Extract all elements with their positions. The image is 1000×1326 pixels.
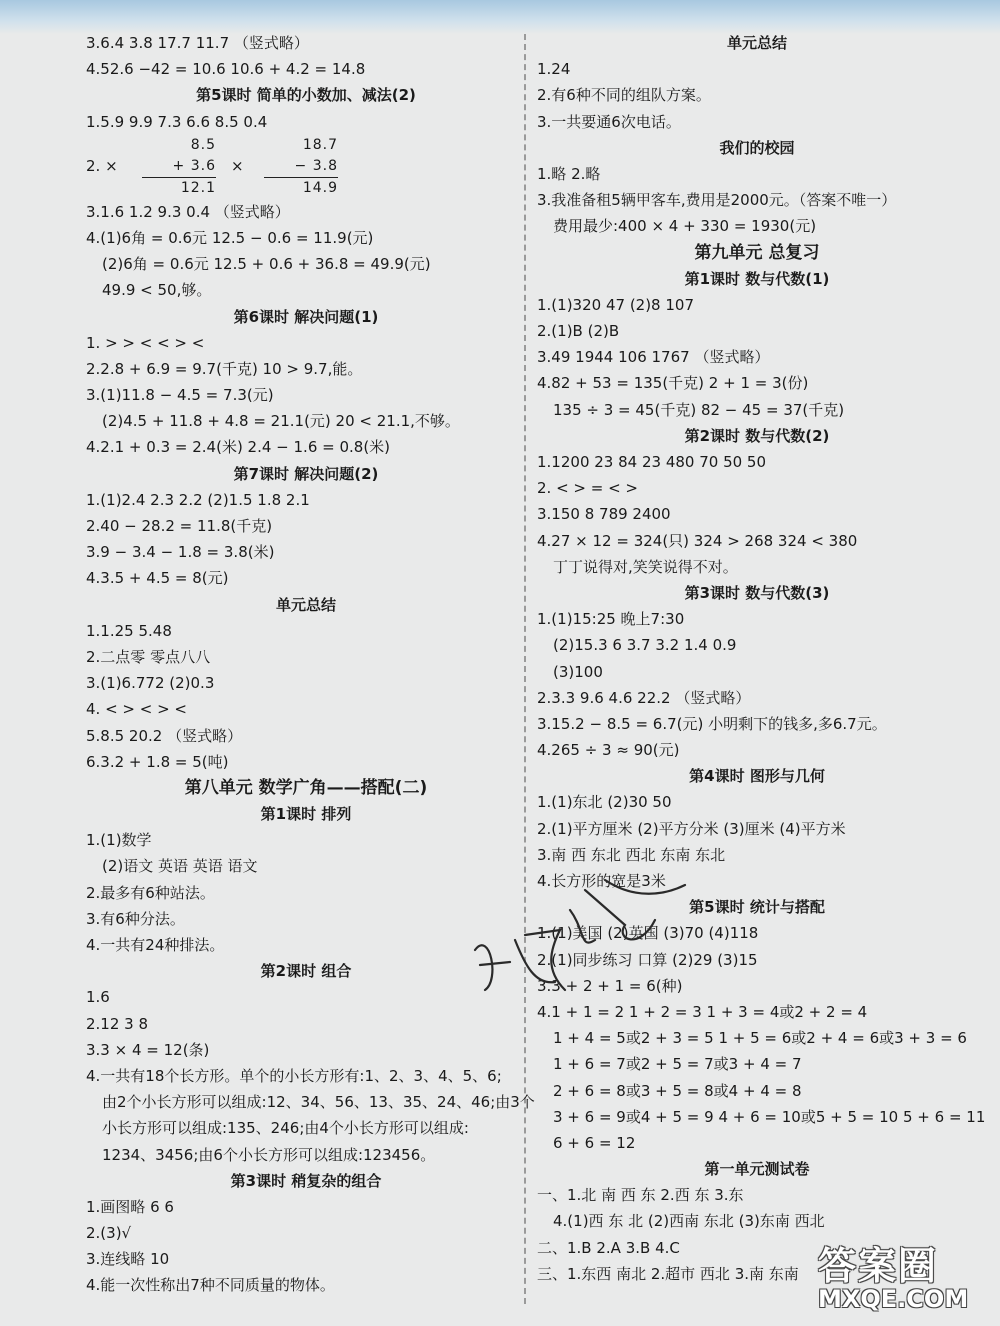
lesson-heading: 第5课时 简单的小数加、减法(2) <box>196 86 416 105</box>
operand-bottom: + 3.6 <box>142 156 216 178</box>
answer-line: 2.(3)√ <box>86 1224 132 1243</box>
answer-line: 3.连线略 10 <box>86 1250 170 1269</box>
answer-line: 2.二点零 零点八八 <box>86 647 211 666</box>
site-watermark <box>818 1246 986 1318</box>
answer-line: 2.最多有6种站法。 <box>86 883 215 902</box>
lesson-heading: 第5课时 统计与搭配 <box>689 898 825 917</box>
answer-line: 1.(1)15:25 晚上7:30 <box>537 610 685 629</box>
unit-heading: 第九单元 总复习 <box>694 242 820 263</box>
answer-line: 1.1.25 5.48 <box>86 621 172 640</box>
answer-line: 1.(1)数学 <box>86 831 152 850</box>
section-heading: 我们的校园 <box>719 138 795 157</box>
lesson-heading: 第6课时 解决问题(1) <box>233 307 379 326</box>
lesson-heading: 第2课时 数与代数(2) <box>684 426 830 445</box>
answer-line: 4.3.5 + 4.5 = 8(元) <box>86 569 229 588</box>
lesson-heading: 第1课时 数与代数(1) <box>684 269 830 288</box>
answer-line: (3)100 <box>553 662 603 681</box>
answer-line: 2.40 − 28.2 = 11.8(千克) <box>86 517 273 535</box>
answer-line: 4.265 ÷ 3 ≈ 90(元) <box>537 741 680 760</box>
answer-line: 49.9 < 50,够。 <box>102 281 212 300</box>
answer-line: 3.3 × 4 = 12(条) <box>86 1040 210 1059</box>
answer-line: 6 + 6 = 12 <box>553 1133 636 1152</box>
answer-line: 4.(1)西 东 北 (2)西南 东北 (3)东南 西北 <box>553 1212 825 1231</box>
answer-line: 3.6.4 3.8 17.7 11.7 （竖式略） <box>86 34 309 52</box>
answer-line: 4.一共有18个长方形。单个的小长方形有:1、2、3、4、5、6; <box>86 1066 502 1085</box>
answer-line: 1.1200 23 84 23 480 70 50 50 <box>537 453 767 471</box>
answer-line: 3.9 − 3.4 − 1.8 = 3.8(米) <box>86 543 275 562</box>
question-label: 2. × <box>86 156 118 175</box>
answer-line: 2.有6种不同的组队方案。 <box>537 86 711 105</box>
vertical-calculation <box>86 135 526 199</box>
answer-line: 1.画图略 6 6 <box>86 1197 174 1216</box>
answer-line: 1.(1)2.4 2.3 2.2 (2)1.5 1.8 2.1 <box>86 490 310 509</box>
section-heading: 单元总结 <box>726 34 787 52</box>
handwritten-scribble <box>465 870 695 1020</box>
answer-line: 3.南 西 东北 西北 东南 东北 <box>537 845 726 864</box>
operand-bottom: − 3.8 <box>264 156 338 178</box>
answer-line: 3.(1)11.8 − 4.5 = 7.3(元) <box>86 386 274 405</box>
answer-line: 2.2.8 + 6.9 = 9.7(千克) 10 > 9.7,能。 <box>86 359 363 378</box>
answer-line: 4.长方形的宽是3米 <box>537 872 666 890</box>
answer-line: (2)语文 英语 英语 语文 <box>102 857 258 876</box>
operand-top: 8.5 <box>190 136 216 153</box>
top-decorative-band <box>0 0 1000 34</box>
answer-line: 1.(1)美国 (2)英国 (3)70 (4)118 <box>537 924 759 943</box>
wrong-mark: × <box>231 156 244 175</box>
answer-line: 3.一共要通6次电话。 <box>537 112 681 131</box>
answer-line: 3.150 8 789 2400 <box>537 505 671 524</box>
section-heading: 单元总结 <box>275 595 336 614</box>
unit-heading: 第八单元 数学广角——搭配(二) <box>184 777 428 798</box>
left-column <box>86 30 535 1299</box>
operand-top: 18.7 <box>302 136 338 153</box>
lesson-heading: 第7课时 解决问题(2) <box>233 464 379 483</box>
answer-line: 三、1.东西 南北 2.超市 西北 3.南 东南 <box>537 1264 799 1283</box>
answer-line: 135 ÷ 3 = 45(千克) 82 − 45 = 37(千克) <box>553 400 845 419</box>
lesson-heading: 第3课时 稍复杂的组合 <box>230 1171 382 1190</box>
answer-line: 丁丁说得对,笑笑说得不对。 <box>553 557 738 576</box>
answer-line: 6.3.2 + 1.8 = 5(吨) <box>86 752 229 771</box>
answer-line: 费用最少:400 × 4 + 330 = 1930(元) <box>553 217 817 236</box>
lesson-heading: 第3课时 数与代数(3) <box>684 583 830 602</box>
answer-line: 3.1.6 1.2 9.3 0.4 （竖式略） <box>86 202 290 221</box>
answer-line: 3.3 + 2 + 1 = 6(种) <box>537 976 683 995</box>
answer-line: 2. < > = < > <box>537 479 638 498</box>
answer-line: 2.3.3 9.6 4.6 22.2 （竖式略） <box>537 688 751 707</box>
answer-line: 2.(1)平方厘米 (2)平方分米 (3)厘米 (4)平方米 <box>537 819 846 838</box>
answer-line: 1.(1)东北 (2)30 50 <box>537 793 672 812</box>
answer-line: 1234、3456;由6个小长方形可以组成:123456。 <box>102 1145 436 1164</box>
lesson-heading: 第2课时 组合 <box>260 962 352 981</box>
answer-line: 3.49 1944 106 1767 （竖式略） <box>537 348 770 367</box>
answer-line: 5.8.5 20.2 （竖式略） <box>86 726 243 745</box>
answer-line: (2)6角 = 0.6元 12.5 + 0.6 + 36.8 = 49.9(元) <box>102 255 431 274</box>
vertical-subtraction <box>264 135 338 199</box>
answer-line: (2)15.3 6 3.7 3.2 1.4 0.9 <box>553 636 737 655</box>
lesson-heading: 第1课时 排列 <box>260 805 352 824</box>
watermark-logo-text: 答案圈 <box>818 1244 939 1288</box>
answer-line: 4.1 + 1 = 2 1 + 2 = 3 1 + 3 = 4或2 + 2 = 4 <box>537 1002 868 1021</box>
answer-line: 1 + 6 = 7或2 + 5 = 7或3 + 4 = 7 <box>553 1055 802 1074</box>
answer-line: 3.15.2 − 8.5 = 6.7(元) 小明剩下的钱多,多6.7元。 <box>537 714 887 733</box>
answer-line: 3.我准备租5辆甲客车,费用是2000元。（答案不唯一） <box>537 191 897 210</box>
answer-line: 4.52.6 −42 = 10.6 10.6 + 4.2 = 14.8 <box>86 60 366 79</box>
answer-line: 1.略 2.略 <box>537 164 601 183</box>
answer-line: (2)4.5 + 11.8 + 4.8 = 21.1(元) 20 < 21.1,不够。 <box>102 412 460 431</box>
answer-line: 3 + 6 = 9或4 + 5 = 9 4 + 6 = 10或5 + 5 = 10 5 + 6 = 11 <box>553 1107 986 1126</box>
answer-line: 小长方形可以组成:135、246;由4个小长方形可以组成: <box>102 1119 469 1138</box>
answer-line: 1 + 4 = 5或2 + 3 = 5 1 + 5 = 6或2 + 4 = 6或3 + 3 = 6 <box>553 1029 967 1048</box>
answer-line: 1.6 <box>86 988 110 1007</box>
answer-line: 4.一共有24种排法。 <box>86 936 225 954</box>
answer-line: 4.27 × 12 = 324(只) 324 > 268 324 < 380 <box>537 531 858 550</box>
answer-line: 2 + 6 = 8或3 + 5 = 8或4 + 4 = 8 <box>553 1081 802 1100</box>
answer-line: 3.有6种分法。 <box>86 909 185 928</box>
vertical-addition <box>142 135 216 199</box>
answer-line: 4.82 + 53 = 135(千克) 2 + 1 = 3(份) <box>537 374 809 393</box>
answer-line: 2.(1)同步练习 口算 (2)29 (3)15 <box>537 950 758 969</box>
answer-line: 4.2.1 + 0.3 = 2.4(米) 2.4 − 1.6 = 0.8(米) <box>86 438 391 457</box>
result: 12.1 <box>180 179 216 196</box>
answer-line: 4. < > < > < <box>86 700 187 719</box>
answer-line: 2.(1)B (2)B <box>537 322 620 341</box>
answer-line: 二、1.B 2.A 3.B 4.C <box>537 1238 680 1257</box>
answer-line: 1.(1)320 47 (2)8 107 <box>537 295 695 314</box>
lesson-heading: 第4课时 图形与几何 <box>689 767 825 786</box>
answer-line: 4.能一次性称出7种不同质量的物体。 <box>86 1276 335 1295</box>
answer-line: 1. > > < < > < <box>86 333 205 352</box>
answer-line: 3.(1)6.772 (2)0.3 <box>86 674 215 693</box>
answer-line: 1.24 <box>537 60 571 79</box>
result: 14.9 <box>302 179 338 196</box>
answer-line: 4.(1)6角 = 0.6元 12.5 − 0.6 = 11.9(元) <box>86 228 374 247</box>
answer-line: 1.5.9 9.9 7.3 6.6 8.5 0.4 <box>86 112 268 131</box>
answer-line: 由2个小长方形可以组成:12、34、56、13、35、24、46;由3个 <box>102 1093 535 1112</box>
watermark-url: MXQE.COM <box>818 1285 969 1313</box>
section-heading: 第一单元测试卷 <box>704 1160 810 1179</box>
right-column <box>537 30 986 1287</box>
answer-line: 一、1.北 南 西 东 2.西 东 3.东 <box>537 1186 744 1205</box>
answer-line: 2.12 3 8 <box>86 1014 149 1033</box>
